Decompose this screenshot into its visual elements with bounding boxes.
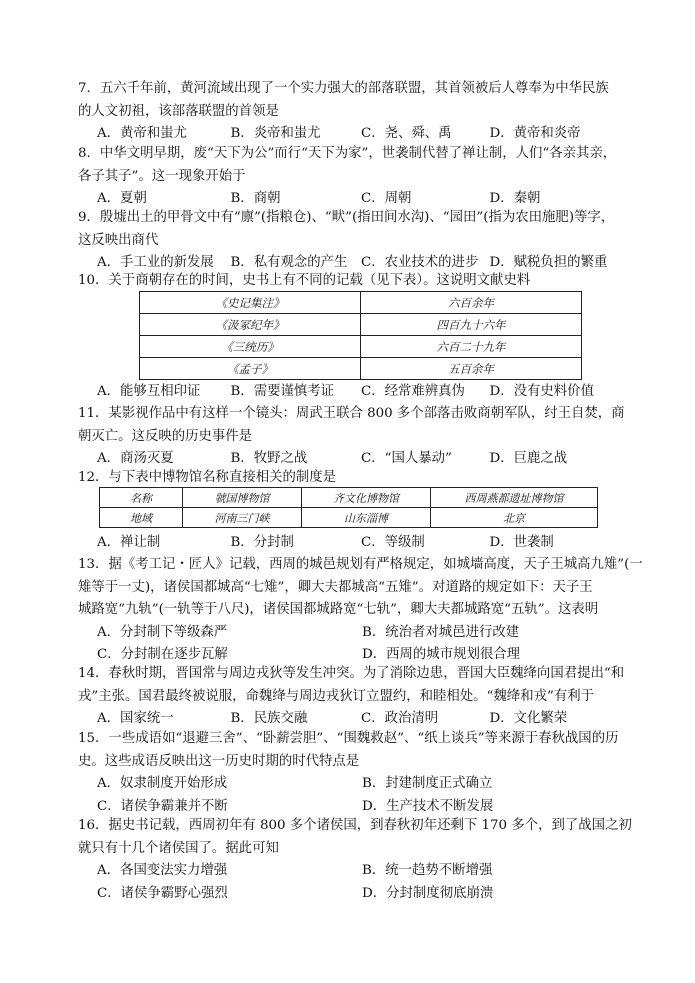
table-cell: 六百余年 xyxy=(361,292,582,314)
question-9 xyxy=(78,207,618,275)
option-a: A．各国变法实力增强 xyxy=(97,863,228,879)
question-16-options xyxy=(78,860,618,905)
option-d: D．分封制度彻底崩溃 xyxy=(362,885,494,901)
option-a: A．能够互相印证 xyxy=(97,384,201,399)
table-row xyxy=(140,292,582,314)
question-7-stem-line1: 7．五六千年前，黄河流域出现了一个实力强大的部落联盟，其首领被后人尊奉为中华民族 xyxy=(78,81,609,96)
option-c: C．经常难辨真伪 xyxy=(360,384,465,399)
question-9-stem-line1: 9．殷墟出土的甲骨文中有“廪”(指粮仓)、“畎”(指田间水沟)、“园田”(指为农田施肥)等字， xyxy=(78,210,615,225)
table-cell: 西周燕都遗址博物馆 xyxy=(431,488,598,508)
option-d: D．文化繁荣 xyxy=(489,711,568,727)
question-7 xyxy=(78,78,618,146)
table-cell: 名称 xyxy=(100,488,183,508)
option-b: B．统治者对城邑进行改建 xyxy=(362,624,520,640)
option-d: D．巨鹿之战 xyxy=(489,451,568,467)
option-d: D．世袭制 xyxy=(489,535,554,550)
option-d: D．秦朝 xyxy=(489,191,541,207)
question-8-stem-line2: 各子其子”。这一现象开始于 xyxy=(78,168,246,184)
option-a: A．夏朝 xyxy=(97,191,147,207)
question-15-options xyxy=(78,773,618,818)
option-a: A．国家统一 xyxy=(97,711,174,727)
question-12-options-block xyxy=(78,532,618,555)
question-10-options-block xyxy=(78,381,618,404)
table-cell: 山东淄博 xyxy=(302,508,431,528)
option-c: C．等级制 xyxy=(360,535,425,550)
table-row xyxy=(140,314,582,336)
question-11-stem-line1: 11．某影视作品中有这样一个镜头：周武王联合 800 多个部落击败商朝军队，纣王自焚，商 xyxy=(78,406,625,421)
question-13-stem-line1: 13．据《考工记・匠人》记载，西周的城邑规划有严格规定，如城墙高度，天子王城高九雉”(一 xyxy=(78,557,643,572)
table-row xyxy=(100,488,598,508)
table-row xyxy=(140,358,582,380)
question-11-stem-line2: 朝灭亡。这反映的历史事件是 xyxy=(78,428,253,444)
question-14-stem-line1: 14．春秋时期，晋国常与周边戎狄等发生冲突。为了消除边患，晋国大臣魏绛向国君提出“和 xyxy=(78,666,625,681)
question-15-stem-line2: 史。这些成语反映出这一历史时期的时代特点是 xyxy=(78,753,360,769)
option-b: B．牧野之战 xyxy=(230,451,308,467)
question-12-table xyxy=(99,487,598,528)
question-16-stem-line2: 就只有十几个诸侯国了。据此可知 xyxy=(78,840,279,856)
option-a: A．奴隶制度开始形成 xyxy=(97,776,228,792)
question-10-table xyxy=(139,291,582,380)
table-cell: 《孟子》 xyxy=(140,358,361,380)
table-row xyxy=(100,508,598,528)
option-d: D．生产技术不断发展 xyxy=(362,798,494,814)
question-13-stem-line2: 雉等于一丈)，诸侯国都城高“七雉”，卿大夫都城高“五雉”。对道路的规定如下：天子王 xyxy=(78,579,593,595)
question-15-stem-line1: 15．一些成语如“退避三舍”、“卧薪尝胆”、“围魏救赵”、“纸上谈兵”等来源于春秋战国的历 xyxy=(78,731,619,746)
table-cell: 五百余年 xyxy=(361,358,582,380)
question-10-stem-line1: 10．关于商朝存在的时间，史书上有不同的记载（见下表）。这说明文献史料 xyxy=(78,273,531,288)
option-b: B．商朝 xyxy=(230,191,281,207)
question-16 xyxy=(78,815,632,905)
option-c: C．诸侯争霸野心强烈 xyxy=(97,885,228,901)
option-d: D．没有史料价值 xyxy=(489,384,594,399)
table-cell: 北京 xyxy=(431,508,598,528)
table-cell: 地域 xyxy=(100,508,183,528)
question-8-stem-line1: 8．中华文明早期，废“天下为公”而行“天下为家”，世袭制代替了禅让制，人们“各亲其亲， xyxy=(78,146,617,161)
question-14-stem-line2: 戎”主张。国君最终被说服，命魏绛与周边戎狄订立盟约，和睦相处。“魏绛和戎”有利于 xyxy=(78,688,594,704)
table-cell: 六百二十九年 xyxy=(361,336,582,358)
table-cell: 《汲冢纪年》 xyxy=(140,314,361,336)
option-c: C．“国人暴动” xyxy=(360,451,452,467)
question-10 xyxy=(78,270,618,293)
table-cell: 四百九十六年 xyxy=(361,314,582,336)
option-a: A．黄帝和蚩尤 xyxy=(97,126,188,142)
question-16-stem-line1: 16．据史书记载，西周初年有 800 多个诸侯国，到春秋初年还剩下 170 多个，到了战国之初 xyxy=(78,818,632,833)
option-b: B．封建制度正式确立 xyxy=(362,776,493,792)
option-c: C．周朝 xyxy=(360,191,412,207)
option-a: A．分封制下等级森严 xyxy=(97,624,228,640)
option-a: A．禅让制 xyxy=(97,535,161,550)
option-a: A．手工业的新发展 xyxy=(97,255,214,271)
table-row xyxy=(140,336,582,358)
option-d: D．西周的城市规划很合理 xyxy=(362,647,521,663)
question-14 xyxy=(78,663,625,731)
option-b: B．私有观念的产生 xyxy=(230,255,348,271)
table-cell: 《史记集注》 xyxy=(140,292,361,314)
question-7-stem-line2: 的人文初祖，该部落联盟的首领是 xyxy=(78,103,279,119)
option-c: C．农业技术的进步 xyxy=(360,255,479,271)
table-cell: 齐文化博物馆 xyxy=(302,488,431,508)
option-d: D．黄帝和炎帝 xyxy=(489,126,581,142)
table-cell: 虢国博物馆 xyxy=(183,488,302,508)
table-cell: 河南三门峡 xyxy=(183,508,302,528)
question-11 xyxy=(78,403,625,471)
option-b: B．民族交融 xyxy=(230,711,308,727)
question-12-stem-line1: 12．与下表中博物馆名称直接相关的制度是 xyxy=(78,470,337,485)
question-13 xyxy=(78,554,643,667)
option-b: B．炎帝和蚩尤 xyxy=(230,126,321,142)
option-c: C．分封制在逐步瓦解 xyxy=(97,647,228,663)
question-9-stem-line2: 这反映出商代 xyxy=(78,232,159,248)
option-b: B．需要谨慎考证 xyxy=(230,384,335,399)
question-10-options xyxy=(78,381,618,404)
option-b: B．分封制 xyxy=(230,535,294,550)
option-a: A．商汤灭夏 xyxy=(97,451,174,467)
option-d: D．赋税负担的繁重 xyxy=(489,255,608,271)
question-15 xyxy=(78,728,618,818)
question-13-options xyxy=(78,622,618,667)
question-8 xyxy=(78,143,618,211)
option-b: B．统一趋势不断增强 xyxy=(362,863,493,879)
question-13-stem-line3: 城路宽“九轨”(一轨等于八尺)，诸侯国都城路宽“七轨”，卿大夫都城路宽“五轨”。这表明 xyxy=(78,602,599,618)
option-c: C．诸侯争霸兼并不断 xyxy=(97,798,228,814)
option-c: C．尧、舜、禹 xyxy=(360,126,452,142)
question-12-options xyxy=(78,532,618,555)
option-c: C．政治清明 xyxy=(360,711,439,727)
table-cell: 《三统历》 xyxy=(140,336,361,358)
